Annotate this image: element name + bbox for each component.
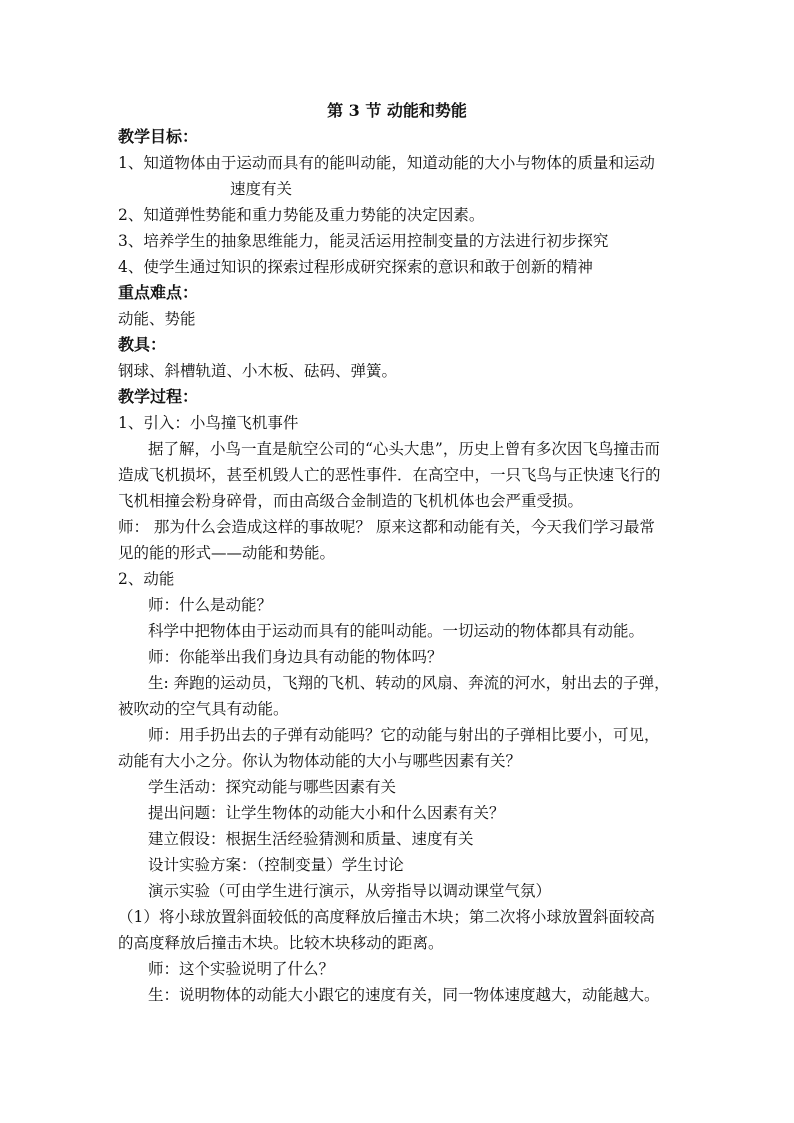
- heading-key-points: 重点难点：: [118, 283, 199, 302]
- page-title: 第 3 节 动能和势能: [327, 101, 467, 120]
- dialogue-line: 师：这个实验说明了什么？: [148, 960, 335, 978]
- key-points-text: 动能、势能: [118, 310, 196, 328]
- dialogue-line-cont: 动能有大小之分。你认为物体动能的大小与哪些因素有关？: [118, 752, 522, 770]
- objective-1: 1、知道物体由于运动而具有的能叫动能，知道动能的大小与物体的质量和运动: [118, 154, 655, 172]
- activity-line: 提出问题：让学生物体的动能大小和什么因素有关？: [148, 804, 505, 822]
- experiment-line-cont: 的高度释放后撞击木块。比较木块移动的距离。: [118, 934, 444, 952]
- objective-3: 3、培养学生的抽象思维能力，能灵活运用控制变量的方法进行初步探究: [118, 232, 609, 250]
- teacher-line-cont: 见的能的形式——动能和势能。: [118, 544, 336, 562]
- heading-process: 教学过程：: [118, 387, 199, 406]
- dialogue-line: 科学中把物体由于运动而具有的能叫动能。一切运动的物体都具有动能。: [148, 622, 645, 640]
- activity-line: 建立假设：根据生活经验猜测和质量、速度有关: [148, 830, 474, 848]
- objective-4: 4、使学生通过知识的探索过程形成研究探索的意识和敢于创新的精神: [118, 258, 593, 276]
- dialogue-line: 生：说明物体的动能大小跟它的速度有关，同一物体速度越大，动能越大。: [148, 986, 660, 1004]
- experiment-line: （1）将小球放置斜面较低的高度释放后撞击木块；第二次将小球放置斜面较高: [118, 908, 655, 926]
- paragraph-line: 据了解，小鸟一直是航空公司的“心头大患”，历史上曾有多次因飞鸟撞击而: [148, 440, 660, 458]
- objective-2: 2、知道弹性势能和重力势能及重力势能的决定因素。: [118, 206, 485, 224]
- dialogue-line: 师：你能举出我们身边具有动能的物体吗？: [148, 648, 443, 666]
- objective-1-cont: 速度有关: [230, 180, 293, 198]
- process-step-2: 2、动能: [118, 570, 175, 588]
- dialogue-line: 生: 奔跑的运动员，飞翔的飞机、转动的风扇、奔流的河水，射出去的子弹，: [148, 674, 670, 692]
- dialogue-line-cont: 被吹动的空气具有动能。: [118, 700, 289, 718]
- paragraph-line: 飞机相撞会粉身碎骨，而由高级合金制造的飞机机体也会严重受损。: [118, 492, 584, 510]
- heading-objectives: 教学目标：: [118, 127, 199, 146]
- dialogue-line: 师：什么是动能？: [148, 596, 273, 614]
- teaching-aids-text: 钢球、斜槽轨道、小木板、砝码、弹簧。: [118, 362, 398, 380]
- activity-line: 设计实验方案：（控制变量）学生讨论: [148, 856, 404, 874]
- dialogue-line: 师：用手扔出去的子弹有动能吗？它的动能与射出的子弹相比要小，可见，: [148, 726, 660, 744]
- activity-line: 学生活动：探究动能与哪些因素有关: [148, 778, 397, 796]
- teacher-line: 师： 那为什么会造成这样的事故呢？ 原来这都和动能有关，今天我们学习最常: [118, 518, 655, 536]
- process-step-1: 1、引入：小鸟撞飞机事件: [118, 414, 299, 432]
- paragraph-line: 造成飞机损坏，甚至机毁人亡的恶性事件．在高空中，一只飞鸟与正快速飞行的: [118, 466, 661, 484]
- activity-line: 演示实验（可由学生进行演示，从旁指导以调动课堂气氛）: [148, 882, 552, 900]
- heading-teaching-aids: 教具：: [118, 335, 167, 354]
